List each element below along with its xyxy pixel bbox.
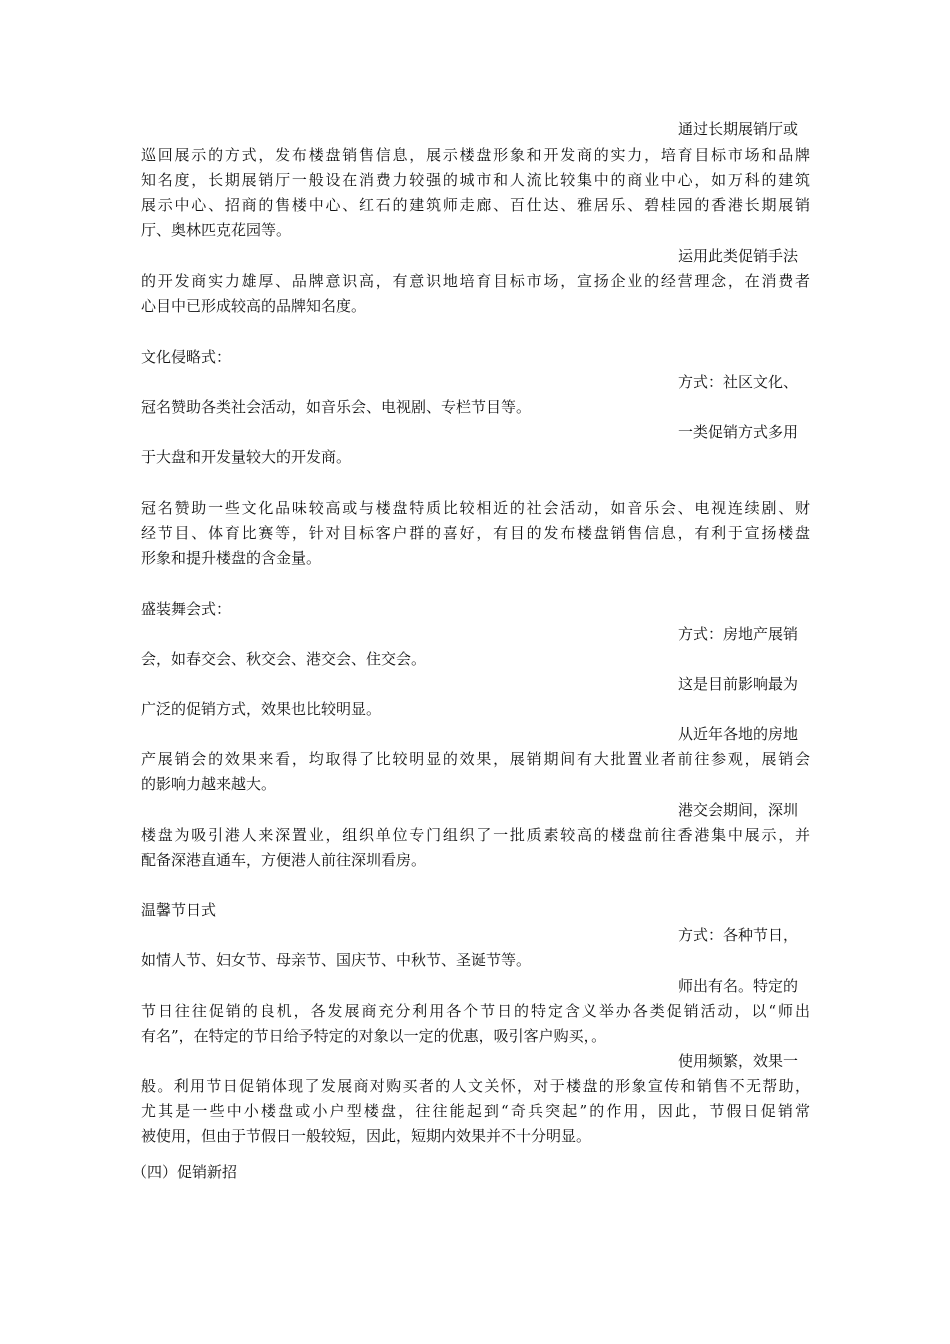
text-line: 方式：房地产展销 (678, 625, 799, 643)
text-line: 从近年各地的房地 (678, 725, 799, 743)
text-line: 师出有名。特定的 (678, 977, 799, 995)
text-line: 知名度，长期展销厅一般设在消费力较强的城市和人流比较集中的商业中心，如万科的建筑 (141, 171, 810, 189)
text-line: 厅、奥林匹克花园等。 (141, 221, 292, 239)
text-line: 的开发商实力雄厚、品牌意识高，有意识地培育目标市场，宣扬企业的经营理念，在消费者 (141, 272, 810, 290)
text-line: 冠名赞助各类社会活动，如音乐会、电视剧、专栏节目等。 (141, 398, 532, 416)
text-line: 广泛的促销方式，效果也比较明显。 (141, 700, 382, 718)
text-line: 被使用，但由于节假日一般较短，因此，短期内效果并不十分明显。 (141, 1127, 592, 1145)
text-line: 产展销会的效果来看，均取得了比较明显的效果，展销期间有大批置业者前往参观，展销会 (141, 750, 810, 768)
text-line: 使用频繁，效果一 (678, 1052, 799, 1070)
text-line: 港交会期间，深圳 (678, 801, 799, 819)
text-line: 尤其是一些中小楼盘或小户型楼盘，往往能起到“奇兵突起”的作用，因此，节假日促销常 (141, 1102, 810, 1120)
text-line: 这是目前影响最为 (678, 675, 799, 693)
text-line: 一类促销方式多用 (678, 423, 799, 441)
text-line: 会，如春交会、秋交会、港交会、住交会。 (141, 650, 427, 668)
text-line: 展示中心、招商的售楼中心、红石的建筑师走廊、百仕达、雅居乐、碧桂园的香港长期展销 (141, 196, 810, 214)
text-line: 于大盘和开发量较大的开发商。 (141, 448, 352, 466)
text-line: 通过长期展销厅或 (678, 120, 799, 138)
text-line: 的影响力越来越大。 (141, 775, 277, 793)
text-line: 般。利用节日促销体现了发展商对购买者的人文关怀，对于楼盘的形象宣传和销售不无帮助， (141, 1077, 810, 1095)
text-line: 巡回展示的方式，发布楼盘销售信息，展示楼盘形象和开发商的实力，培育目标市场和品牌 (141, 146, 810, 164)
section-heading: 盛装舞会式： (141, 600, 232, 618)
text-line: 配备深港直通车，方便港人前往深圳看房。 (141, 851, 427, 869)
text-line: 形象和提升楼盘的含金量。 (141, 549, 322, 567)
text-line: 楼盘为吸引港人来深置业，组织单位专门组织了一批质素较高的楼盘前往香港集中展示，并 (141, 826, 810, 844)
text-line: 冠名赞助一些文化品味较高或与楼盘特质比较相近的社会活动，如音乐会、电视连续剧、财 (141, 499, 810, 517)
text-line: 心目中已形成较高的品牌知名度。 (141, 297, 367, 315)
text-line: 如情人节、妇女节、母亲节、国庆节、中秋节、圣诞节等。 (141, 951, 532, 969)
text-line: 节日往往促销的良机，各发展商充分利用各个节日的特定含义举办各类促销活动，以“师出 (141, 1002, 810, 1020)
text-line: 方式：社区文化、 (678, 373, 799, 391)
section-heading: 温馨节日式 (141, 901, 217, 919)
section-heading: （四）促销新招 (132, 1163, 238, 1181)
section-heading: 文化侵略式： (141, 348, 232, 366)
text-line: 方式：各种节日， (678, 926, 799, 944)
text-line: 运用此类促销手法 (678, 247, 799, 265)
text-line: 经节目、体育比赛等，针对目标客户群的喜好，有目的发布楼盘销售信息，有利于宣扬楼盘 (141, 524, 810, 542)
text-line: 有名”，在特定的节日给予特定的对象以一定的优惠，吸引客户购买，。 (141, 1027, 607, 1045)
